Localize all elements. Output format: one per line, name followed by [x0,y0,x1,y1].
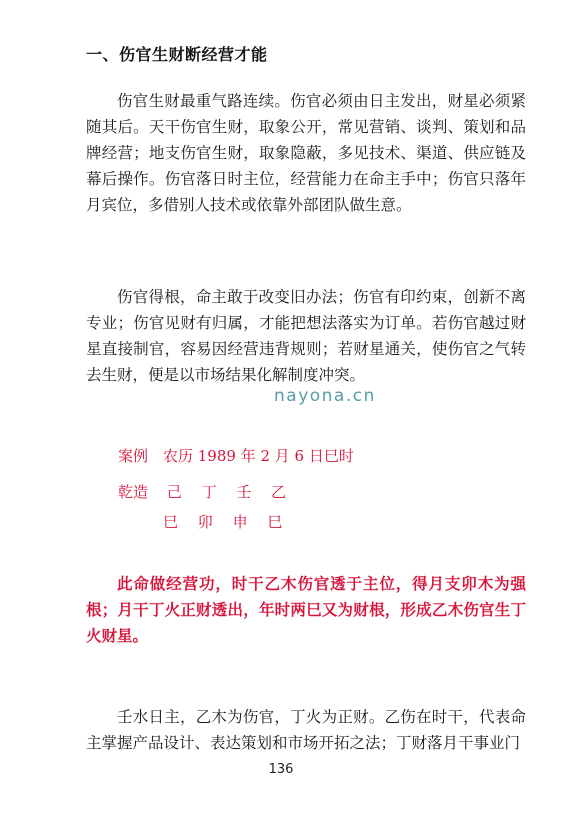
page-number: 136 [268,762,294,777]
paragraph-day-master: 壬水日主，乙木为伤官，丁火为正财。乙伤在时干，代表命主掌握产品设计、表达策划和市场开拓之法；丁财落月干事业门 [86,708,526,752]
earthly-branches [163,513,297,531]
case-analysis: 此命做经营功，时干乙木伤官透于主位，得月支卯木为强根；月干丁火正财透出，年时两巳又为财根，形成乙木伤官生丁火财星。 [86,574,526,645]
case-branches-row [118,510,297,534]
heavenly-stems [167,483,301,501]
branch-hour: 巳 [267,513,283,531]
paragraph-rooted-shangguan: 伤官得根，命主敢于改变旧办法；伤官有印约束，创新不离专业；伤官见财有归属，才能把想法落实为订单。若伤官越过财星直接制官，容易因经营违背规则；若财星通关，使伤官之气转去生财，便是以市场结果化解制度冲突。 [86,288,526,384]
paragraph-qi-flow: 伤官生财最重气路连续。伤官必须由日主发出，财星必须紧随其后。天干伤官生财，取象公开，常见营销、谈判、策划和品牌经营；地支伤官生财，取象隐蔽，多见技术、渠道、供应链及幕后操作。伤官落日时主位，经营能力在命主手中；伤官只落年月宾位，多借别人技术或依靠外部团队做生意。 [86,92,526,214]
case-label: 乾造 [118,483,149,501]
case-stems-row [118,480,301,504]
branch-year: 巳 [163,513,179,531]
branch-month: 卯 [197,513,213,531]
stem-hour: 乙 [271,483,287,501]
case-title: 案例 农历 1989 年 2 月 6 日巳时 [118,447,354,465]
stem-month: 丁 [201,483,217,501]
section-heading: 一、伤官生财断经营才能 [86,45,268,64]
stem-year: 己 [166,483,182,501]
watermark-text: nayona.cn [274,386,376,406]
branch-day: 申 [232,513,248,531]
stem-day: 壬 [236,483,252,501]
